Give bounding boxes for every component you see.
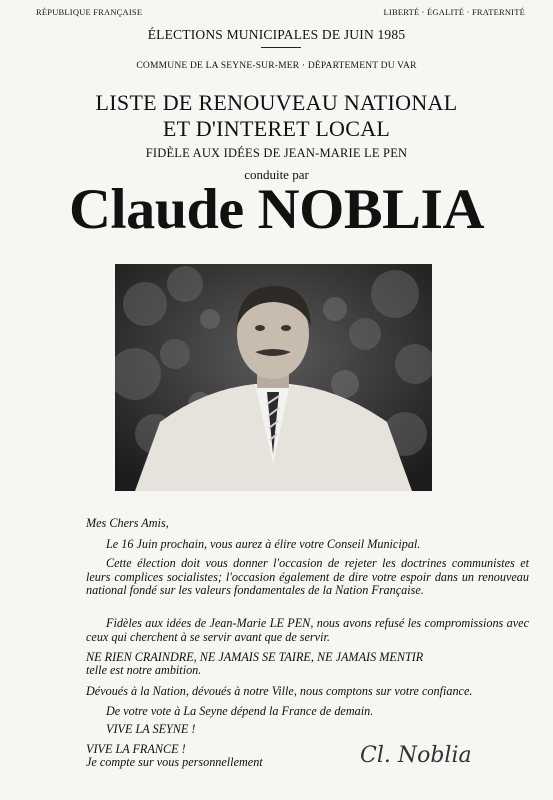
list-title-line-1: LISTE DE RENOUVEAU NATIONAL	[95, 90, 458, 115]
commune-line: COMMUNE DE LA SEYNE-SUR-MER · DÉPARTEMENT DU VAR	[136, 61, 417, 71]
letter-closing: Je compte sur vous personnellement	[86, 755, 263, 769]
affiliation-line: FIDÈLE AUX IDÉES DE JEAN-MARIE LE PEN	[145, 146, 408, 160]
letter-motto-tail: telle est notre ambition.	[86, 663, 202, 677]
motto-label: LIBERTÉ · ÉGALITÉ · FRATERNITÉ	[383, 7, 525, 17]
vive-la-france: VIVE LA FRANCE !	[86, 742, 186, 756]
handwritten-signature: Cl. Noblia	[360, 743, 472, 768]
led-by-label: conduite par	[244, 167, 309, 182]
letter-paragraph-6: De votre vote à La Seyne dépend la France de demain.	[106, 704, 374, 718]
letter-paragraph-5: Dévoués à la Nation, dévoués à notre Ville, nous comptons sur votre confiance.	[86, 684, 473, 698]
letter-paragraph-3: Fidèles aux idées de Jean-Marie LE PEN, nous avons refusé les compromissions avec ceux qui cherchent à se servir avant que de servir.	[86, 616, 529, 644]
list-title-line-2: ET D'INTERET LOCAL	[162, 116, 391, 141]
letter-greeting: Mes Chers Amis,	[86, 516, 169, 530]
candidate-photo	[115, 264, 432, 491]
letter-motto: NE RIEN CRAINDRE, NE JAMAIS SE TAIRE, NE JAMAIS MENTIR	[86, 650, 424, 664]
letter-paragraph-2: Cette élection doit vous donner l'occasion de rejeter les doctrines communistes et leurs complices socialistes; l'occasion également de dire votre espoir dans un renouveau national fondé sur les valeurs fondamentales de la Nation Française.	[86, 556, 529, 597]
republique-francaise-label: RÉPUBLIQUE FRANÇAISE	[36, 7, 143, 17]
candidate-name: Claude NOBLIA	[69, 178, 484, 241]
title-divider	[261, 47, 301, 48]
vive-la-seyne: VIVE LA SEYNE !	[106, 722, 196, 736]
letter-paragraph-1: Le 16 Juin prochain, vous aurez à élire votre Conseil Municipal.	[106, 537, 421, 551]
election-title: ÉLECTIONS MUNICIPALES DE JUIN 1985	[147, 27, 406, 42]
